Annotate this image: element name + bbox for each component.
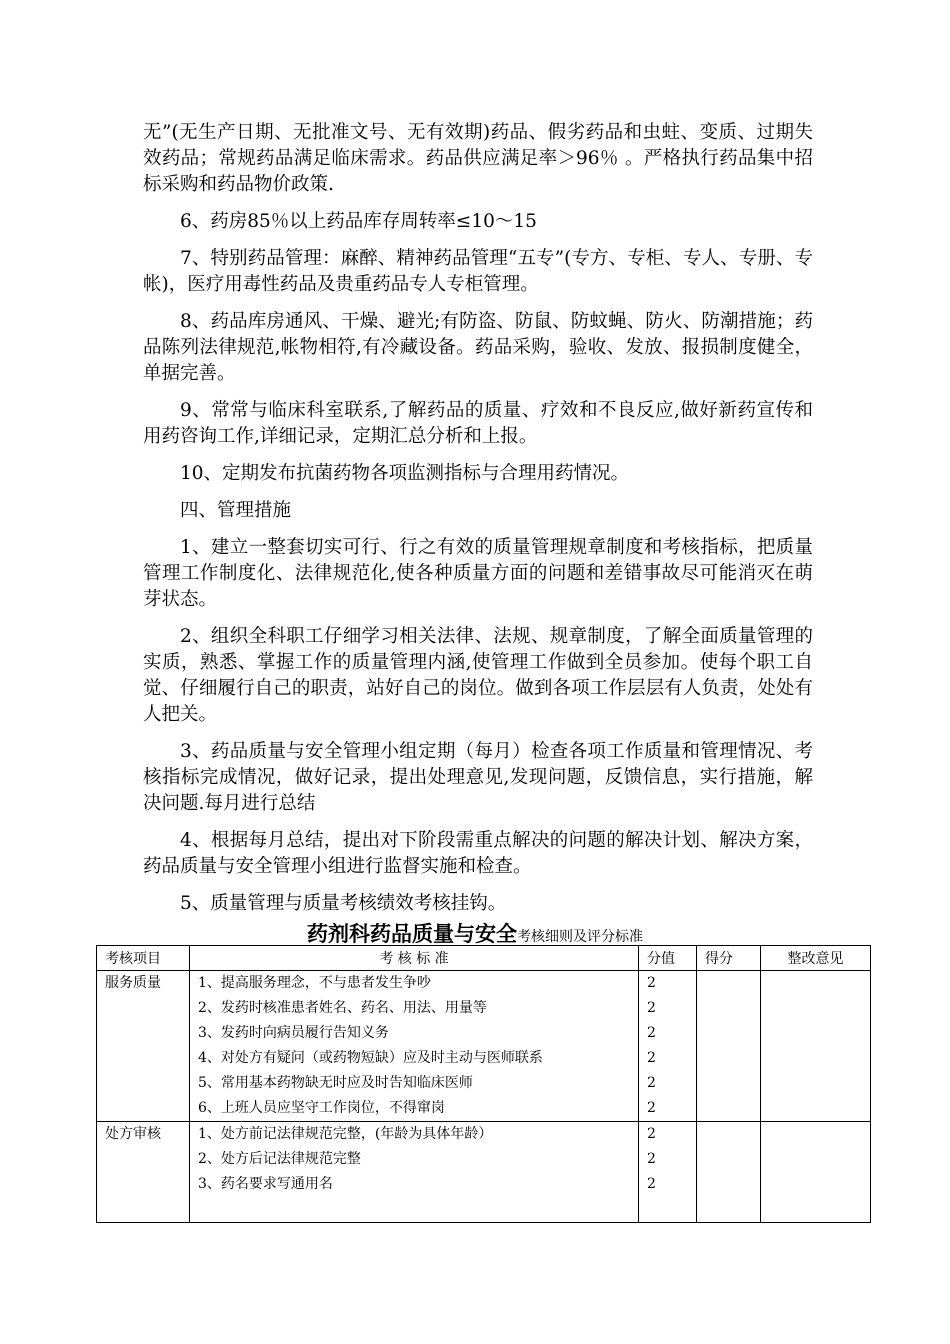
score-value: 2 — [647, 1100, 656, 1116]
category-cell — [97, 1122, 190, 1223]
header-criteria: 考 核 标 准 — [190, 946, 639, 971]
score-cell — [639, 1122, 697, 1223]
table-title-main: 药剂科药品质量与安全 — [307, 922, 517, 946]
criterion: 4、对处方有疑问（或药物短缺）应及时主动与医师联系 — [198, 1050, 543, 1066]
header-score: 分值 — [639, 946, 697, 971]
table-row — [97, 971, 871, 1122]
criterion: 5、常用基本药物缺无时应及时告知临床医师 — [198, 1075, 473, 1091]
remarks-cell[interactable] — [761, 1122, 871, 1223]
score-value: 2 — [647, 1000, 656, 1016]
criterion: 3、发药时向病员履行告知义务 — [198, 1025, 389, 1041]
criterion: 2、发药时核准患者姓名、药名、用法、用量等 — [198, 1000, 487, 1016]
paragraph: 3、药品质量与安全管理小组定期（每月）检查各项工作质量和管理情况、考核指标完成情况，做好记录，提出处理意见,发现问题，反馈信息，实行措施，解决问题.每月进行总结 — [143, 741, 813, 814]
got-cell[interactable] — [697, 1122, 761, 1223]
header-got: 得分 — [697, 946, 761, 971]
score-value: 2 — [647, 1075, 656, 1091]
score-value: 2 — [647, 1176, 656, 1192]
header-category: 考核项目 — [97, 946, 190, 971]
criterion: 2、处方后记法律规范完整 — [198, 1151, 361, 1167]
criterion: 6、上班人员应坚守工作岗位，不得窜岗 — [198, 1100, 445, 1116]
table-header-row — [97, 946, 871, 971]
body-text — [143, 120, 813, 928]
blank-line — [198, 1197, 638, 1222]
criteria-cell — [190, 1122, 639, 1223]
paragraph: 8、药品库房通风、干燥、避光;有防盗、防鼠、防蚊蝇、防火、防潮措施；药品陈列法律规范,帐物相符,有冷藏设备。药品采购，验收、发放、报损制度健全，单据完善。 — [143, 311, 813, 384]
paragraph: 1、建立一整套切实可行、行之有效的质量管理规章制度和考核指标，把质量管理工作制度化、法律规范化,使各种质量方面的问题和差错事故尽可能消灭在萌芽状态。 — [143, 537, 813, 610]
paragraph: 6、药房85％以上药品库存周转率≤10～15 — [180, 211, 537, 232]
category-cell — [97, 971, 190, 1122]
criterion: 1、提高服务理念，不与患者发生争吵 — [198, 975, 431, 991]
table-title — [0, 918, 950, 948]
paragraph: 2、组织全科职工仔细学习相关法律、法规、规章制度，了解全面质量管理的实质，熟悉、掌握工作的质量管理内涵,使管理工作做到全员参加。使每个职工自觉、仔细履行自己的职责，站好自己的岗位。做到各项工作层层有人负责，处处有人把关。 — [143, 626, 813, 725]
table-row — [97, 1122, 871, 1223]
score-value: 2 — [647, 1151, 656, 1167]
paragraph: 5、质量管理与质量考核绩效考核挂钩。 — [180, 893, 507, 914]
header-remarks: 整改意见 — [761, 946, 871, 971]
paragraph: 9、常常与临床科室联系,了解药品的质量、疗效和不良反应,做好新药宣传和用药咨询工作,详细记录，定期汇总分析和上报。 — [143, 400, 813, 447]
criterion: 1、处方前记法律规范完整，(年龄为具体年龄） — [198, 1126, 493, 1142]
section-heading: 四、管理措施 — [180, 500, 292, 521]
score-value: 2 — [647, 1050, 656, 1066]
paragraph: 7、特别药品管理：麻醉、精神药品管理“五专”(专方、专柜、专人、专册、专帐)，医疗用毒性药品及贵重药品专人专柜管理。 — [143, 248, 813, 295]
score-cell — [639, 971, 697, 1122]
paragraph: 4、根据每月总结，提出对下阶段需重点解决的问题的解决计划、解决方案，药品质量与安全管理小组进行监督实施和检查。 — [143, 830, 813, 877]
paragraph: 10、定期发布抗菌药物各项监测指标与合理用药情况。 — [180, 463, 630, 484]
score-value: 2 — [647, 975, 656, 991]
category-label: 服务质量 — [105, 975, 161, 991]
score-value: 2 — [647, 1126, 656, 1142]
score-value: 2 — [647, 1025, 656, 1041]
got-cell[interactable] — [697, 971, 761, 1122]
paragraph: 无”(无生产日期、无批准文号、无有效期)药品、假劣药品和虫蛀、变质、过期失效药品；常规药品满足临床需求。药品供应满足率＞96％ 。严格执行药品集中招标采购和药品物价政策. — [143, 122, 813, 195]
criteria-cell — [190, 971, 639, 1122]
category-label: 处方审核 — [105, 1126, 161, 1142]
assessment-table — [96, 945, 871, 1223]
remarks-cell[interactable] — [761, 971, 871, 1122]
criterion: 3、药名要求写通用名 — [198, 1176, 333, 1192]
table-title-sub: 考核细则及评分标准 — [517, 929, 643, 945]
